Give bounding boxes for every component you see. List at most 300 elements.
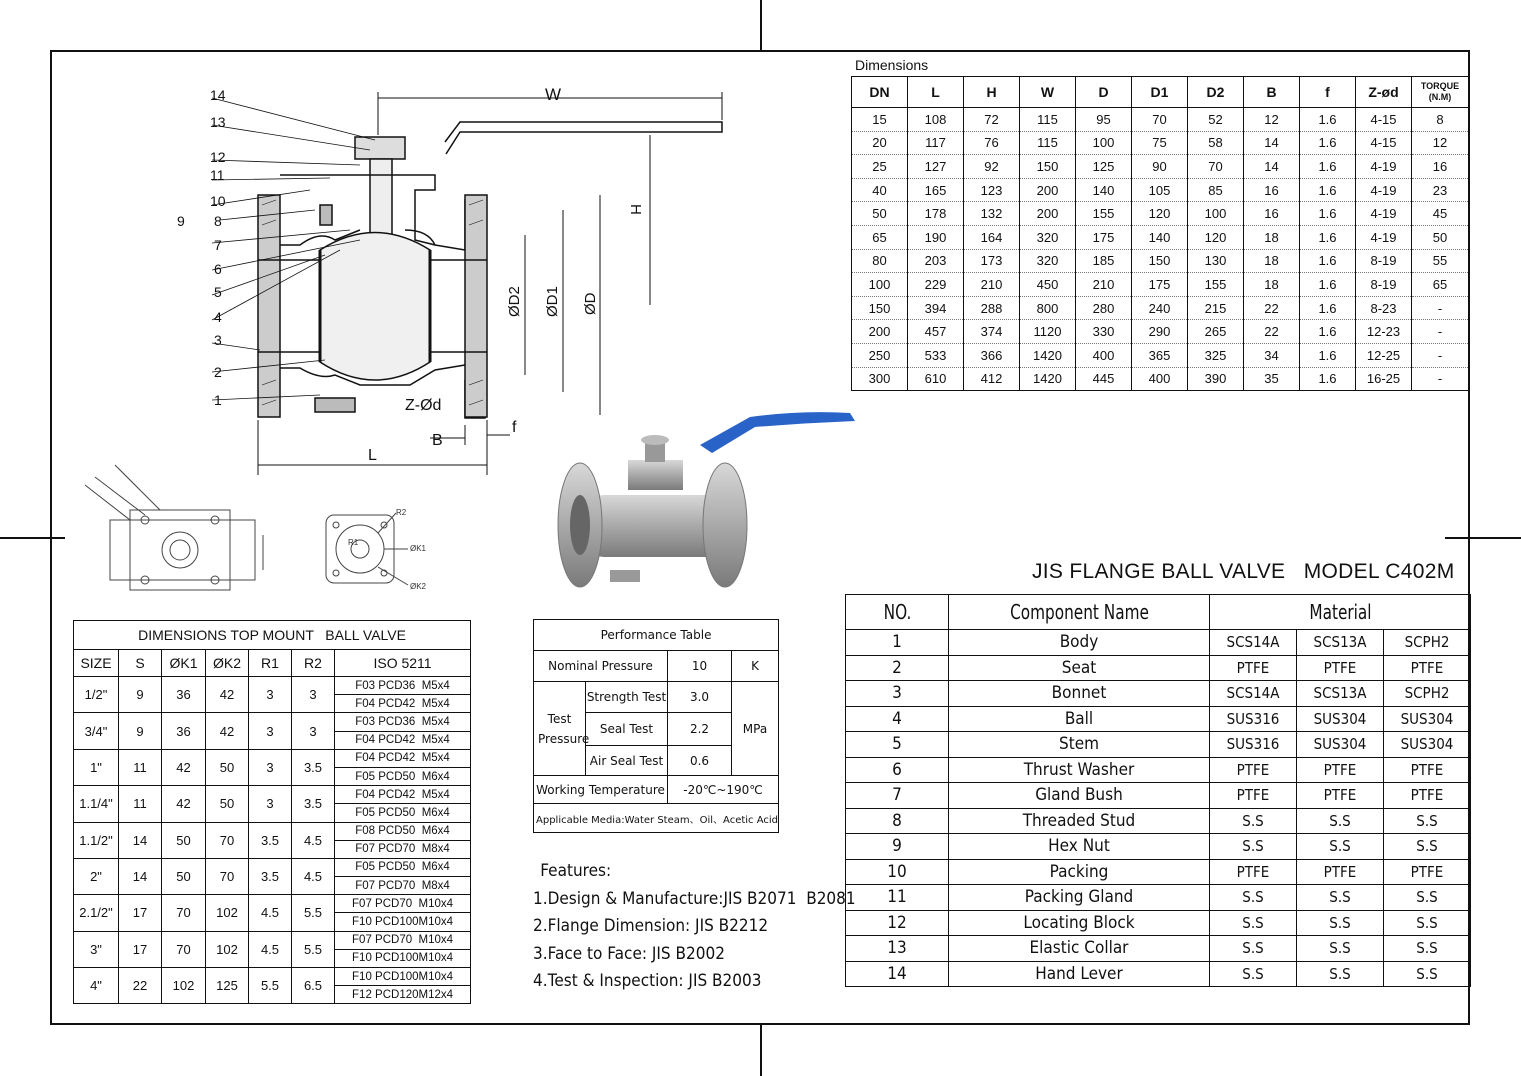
dimensions-cell: 1.6 xyxy=(1300,273,1356,297)
dimensions-cell: 12 xyxy=(1412,131,1469,155)
material-3: S.S xyxy=(1384,936,1471,962)
working-temperature-label: Working Temperature xyxy=(534,776,668,804)
dimensions-cell: 92 xyxy=(964,155,1020,179)
component-row xyxy=(846,757,1471,783)
dimensions-cell: 4-19 xyxy=(1356,225,1412,249)
top-mount-header-row xyxy=(74,650,471,677)
dimensions-cell: 210 xyxy=(1076,273,1132,297)
dimensions-cell: 175 xyxy=(1132,273,1188,297)
top-mount-row xyxy=(74,749,471,767)
dimensions-section xyxy=(851,57,1469,391)
dimensions-cell: 16 xyxy=(1244,202,1300,226)
dim-L-label: L xyxy=(368,447,377,464)
dimensions-cell: - xyxy=(1412,367,1469,391)
dimensions-cell: 18 xyxy=(1244,273,1300,297)
dimensions-cell: 240 xyxy=(1132,296,1188,320)
tm-cell-iso: F03 PCD36 M5x4 xyxy=(335,713,471,731)
tm-cell-r2: 4.5 xyxy=(292,822,335,858)
dimensions-cell: 72 xyxy=(964,108,1020,132)
R2-label: R2 xyxy=(396,508,407,517)
material-1: PTFE xyxy=(1210,757,1297,783)
tm-cell-k2: 102 xyxy=(206,931,249,967)
dimensions-cell: 85 xyxy=(1188,178,1244,202)
component-name: Ball xyxy=(949,706,1210,732)
component-number: 3 xyxy=(846,681,949,707)
tm-cell-k1: 50 xyxy=(162,858,206,894)
material-1: SUS316 xyxy=(1210,732,1297,758)
dimensions-cell: 34 xyxy=(1244,343,1300,367)
tm-cell-iso: F07 PCD70 M10x4 xyxy=(335,931,471,949)
tm-cell-k2: 50 xyxy=(206,749,249,785)
dim-header-W: W xyxy=(1020,77,1076,108)
dimensions-table xyxy=(851,76,1469,391)
tm-cell-s: 14 xyxy=(119,822,162,858)
dimensions-cell: 200 xyxy=(1020,178,1076,202)
dimensions-cell: 610 xyxy=(908,367,964,391)
dimensions-cell: 200 xyxy=(1020,202,1076,226)
seal-test-value: 2.2 xyxy=(668,713,732,746)
tm-cell-iso: F12 PCD120M12x4 xyxy=(335,986,471,1004)
strength-test-label: Strength Test xyxy=(586,682,668,713)
working-temperature-value: -20℃~190℃ xyxy=(668,776,779,804)
dimensions-cell: 155 xyxy=(1188,273,1244,297)
dimensions-cell: 12 xyxy=(1244,108,1300,132)
dimensions-cell: 290 xyxy=(1132,320,1188,344)
component-name: Seat xyxy=(949,655,1210,681)
top-mount-row xyxy=(74,895,471,913)
dim-W-label: W xyxy=(545,85,562,104)
dimensions-cell: - xyxy=(1412,296,1469,320)
top-mount-row xyxy=(74,713,471,731)
dim-D2-label: ØD2 xyxy=(506,286,523,317)
tm-cell-r1: 3 xyxy=(249,677,292,713)
dimensions-cell: 457 xyxy=(908,320,964,344)
dim-header-f: f xyxy=(1300,77,1356,108)
tm-cell-k2: 42 xyxy=(206,677,249,713)
dimensions-cell: 23 xyxy=(1412,178,1469,202)
ball-valve-product-image xyxy=(550,405,860,600)
material-1: S.S xyxy=(1210,961,1297,987)
material-1: PTFE xyxy=(1210,783,1297,809)
material-1: S.S xyxy=(1210,936,1297,962)
dimensions-cell: 20 xyxy=(852,131,908,155)
dimensions-cell: 25 xyxy=(852,155,908,179)
component-number: 5 xyxy=(846,732,949,758)
material-3: PTFE xyxy=(1384,655,1471,681)
component-row xyxy=(846,936,1471,962)
material-1: SUS316 xyxy=(1210,706,1297,732)
component-name: Locating Block xyxy=(949,910,1210,936)
dimensions-cell: 1.6 xyxy=(1300,249,1356,273)
part-label-2: 2 xyxy=(214,364,222,380)
material-2: S.S xyxy=(1297,910,1384,936)
dimensions-cell: 150 xyxy=(1020,155,1076,179)
feature-item: 4.Test & Inspection: JIS B2003 xyxy=(533,971,762,991)
tm-header-r1: R1 xyxy=(249,650,292,677)
dimensions-cell: 52 xyxy=(1188,108,1244,132)
top-mount-table xyxy=(73,620,471,1004)
material-2: SCS13A xyxy=(1297,681,1384,707)
material-3: S.S xyxy=(1384,834,1471,860)
feature-item: 2.Flange Dimension: JIS B2212 xyxy=(533,916,769,936)
dimensions-cell: 1.6 xyxy=(1300,108,1356,132)
tm-cell-k1: 36 xyxy=(162,677,206,713)
dimensions-cell: 80 xyxy=(852,249,908,273)
part-label-11: 11 xyxy=(210,167,225,183)
dimensions-cell: 22 xyxy=(1244,320,1300,344)
dimensions-cell: 1120 xyxy=(1020,320,1076,344)
component-name: Hand Lever xyxy=(949,961,1210,987)
tm-header-k1: ØK1 xyxy=(162,650,206,677)
dimensions-cell: 445 xyxy=(1076,367,1132,391)
tm-cell-r2: 6.5 xyxy=(292,968,335,1004)
dimensions-cell: 140 xyxy=(1132,225,1188,249)
dimensions-cell: 14 xyxy=(1244,155,1300,179)
dimensions-row xyxy=(852,131,1469,155)
component-number: 12 xyxy=(846,910,949,936)
tm-cell-size: 3" xyxy=(74,931,119,967)
part-label-5: 5 xyxy=(214,284,222,300)
material-1: SCS14A xyxy=(1210,630,1297,656)
component-number: 9 xyxy=(846,834,949,860)
dimensions-cell: 76 xyxy=(964,131,1020,155)
tm-cell-size: 3/4" xyxy=(74,713,119,749)
dimensions-cell: 400 xyxy=(1132,367,1188,391)
dim-B-label: B xyxy=(432,432,443,449)
dimensions-cell: 55 xyxy=(1412,249,1469,273)
torque-label: TORQUE xyxy=(1420,81,1460,91)
dimensions-cell: 173 xyxy=(964,249,1020,273)
tm-cell-iso: F07 PCD70 M8x4 xyxy=(335,840,471,858)
material-1: PTFE xyxy=(1210,859,1297,885)
material-1: S.S xyxy=(1210,808,1297,834)
dimensions-cell: 175 xyxy=(1076,225,1132,249)
dimensions-cell: 1.6 xyxy=(1300,367,1356,391)
tm-cell-r2: 5.5 xyxy=(292,931,335,967)
tm-header-k2: ØK2 xyxy=(206,650,249,677)
dimensions-cell: 190 xyxy=(908,225,964,249)
dimensions-cell: 1.6 xyxy=(1300,202,1356,226)
component-row xyxy=(846,732,1471,758)
material-3: PTFE xyxy=(1384,757,1471,783)
component-name: Body xyxy=(949,630,1210,656)
dimensions-cell: 108 xyxy=(908,108,964,132)
dimensions-cell: 14 xyxy=(1244,131,1300,155)
dimensions-cell: 120 xyxy=(1188,225,1244,249)
material-3: PTFE xyxy=(1384,783,1471,809)
tm-cell-s: 22 xyxy=(119,968,162,1004)
tm-cell-iso: F03 PCD36 M5x4 xyxy=(335,677,471,695)
tm-cell-size: 1.1/4" xyxy=(74,786,119,822)
tm-cell-s: 14 xyxy=(119,858,162,894)
tm-cell-size: 2.1/2" xyxy=(74,895,119,931)
material-2: SCS13A xyxy=(1297,630,1384,656)
dimensions-cell: 185 xyxy=(1076,249,1132,273)
tm-cell-iso: F04 PCD42 M5x4 xyxy=(335,695,471,713)
dimensions-row xyxy=(852,178,1469,202)
tm-cell-k2: 70 xyxy=(206,858,249,894)
dimensions-cell: 8-19 xyxy=(1356,273,1412,297)
component-number: 14 xyxy=(846,961,949,987)
tm-cell-size: 2" xyxy=(74,858,119,894)
dimensions-cell: 16 xyxy=(1244,178,1300,202)
component-name: Thrust Washer xyxy=(949,757,1210,783)
dimensions-cell: 366 xyxy=(964,343,1020,367)
top-mount-row xyxy=(74,822,471,840)
tm-cell-iso: F07 PCD70 M10x4 xyxy=(335,895,471,913)
component-number: 13 xyxy=(846,936,949,962)
tm-cell-iso: F10 PCD100M10x4 xyxy=(335,913,471,931)
test-pressure-unit: MPa xyxy=(732,682,779,776)
tm-cell-iso: F04 PCD42 M5x4 xyxy=(335,786,471,804)
tm-cell-s: 9 xyxy=(119,677,162,713)
tm-cell-k2: 102 xyxy=(206,895,249,931)
tm-cell-k2: 70 xyxy=(206,822,249,858)
dimensions-cell: 18 xyxy=(1244,249,1300,273)
material-3: S.S xyxy=(1384,961,1471,987)
component-row xyxy=(846,681,1471,707)
dim-header-torque xyxy=(1412,77,1469,108)
component-header-no: NO. xyxy=(853,595,941,630)
tm-cell-iso: F05 PCD50 M6x4 xyxy=(335,858,471,876)
dimensions-cell: 250 xyxy=(852,343,908,367)
dimensions-cell: 394 xyxy=(908,296,964,320)
material-2: SUS304 xyxy=(1297,706,1384,732)
dimensions-cell: 125 xyxy=(1076,155,1132,179)
dimensions-cell: 35 xyxy=(1244,367,1300,391)
component-row xyxy=(846,961,1471,987)
dimensions-cell: 800 xyxy=(1020,296,1076,320)
tm-cell-k1: 70 xyxy=(162,931,206,967)
tm-header-r2: R2 xyxy=(292,650,335,677)
dim-header-H: H xyxy=(964,77,1020,108)
applicable-media: Applicable Media:Water Steam、Oil、Acetic Acid xyxy=(534,804,779,833)
material-3: SCPH2 xyxy=(1384,681,1471,707)
dimensions-cell: 8-19 xyxy=(1356,249,1412,273)
material-1: S.S xyxy=(1210,885,1297,911)
tm-cell-k1: 42 xyxy=(162,786,206,822)
dimensions-cell: 200 xyxy=(852,320,908,344)
top-mount-row xyxy=(74,968,471,986)
dimensions-cell: 265 xyxy=(1188,320,1244,344)
dimensions-row xyxy=(852,343,1469,367)
tm-header-iso: ISO 5211 xyxy=(335,650,471,677)
tm-cell-r2: 3.5 xyxy=(292,749,335,785)
tm-cell-k1: 36 xyxy=(162,713,206,749)
dimensions-cell: 95 xyxy=(1076,108,1132,132)
tm-cell-size: 1/2" xyxy=(74,677,119,713)
component-name: Bonnet xyxy=(949,681,1210,707)
dimensions-cell: 8-23 xyxy=(1356,296,1412,320)
dim-f-label: f xyxy=(512,419,517,436)
component-name: Hex Nut xyxy=(949,834,1210,860)
dim-H-label: H xyxy=(627,204,644,215)
part-label-4: 4 xyxy=(214,309,222,325)
top-mount-row xyxy=(74,677,471,695)
material-3: S.S xyxy=(1384,808,1471,834)
part-label-1: 1 xyxy=(214,392,222,408)
dimensions-cell: 58 xyxy=(1188,131,1244,155)
dimensions-cell: 70 xyxy=(1132,108,1188,132)
dimensions-cell: 12-25 xyxy=(1356,343,1412,367)
strength-test-value: 3.0 xyxy=(668,682,732,713)
features-section xyxy=(533,858,856,996)
dim-header-Zd: Z-ød xyxy=(1356,77,1412,108)
tm-cell-r2: 5.5 xyxy=(292,895,335,931)
dimensions-cell: 203 xyxy=(908,249,964,273)
dimensions-cell: 320 xyxy=(1020,249,1076,273)
K1-label: ØK1 xyxy=(410,544,427,553)
dimensions-cell: 18 xyxy=(1244,225,1300,249)
dimensions-cell: 100 xyxy=(1188,202,1244,226)
dimensions-cell: 22 xyxy=(1244,296,1300,320)
dim-header-DN: DN xyxy=(852,77,908,108)
dim-header-D1: D1 xyxy=(1132,77,1188,108)
tm-cell-k1: 102 xyxy=(162,968,206,1004)
tm-cell-k2: 42 xyxy=(206,713,249,749)
dimensions-cell: 155 xyxy=(1076,202,1132,226)
dimensions-row xyxy=(852,202,1469,226)
feature-item: 1.Design & Manufacture:JIS B2071 B2081 xyxy=(533,888,856,909)
dimensions-cell: 140 xyxy=(1076,178,1132,202)
dimensions-cell: 215 xyxy=(1188,296,1244,320)
tm-cell-iso: F05 PCD50 M6x4 xyxy=(335,804,471,822)
tm-cell-r1: 4.5 xyxy=(249,931,292,967)
component-number: 4 xyxy=(846,706,949,732)
dimensions-cell: 45 xyxy=(1412,202,1469,226)
nominal-pressure-value: 10 xyxy=(668,651,732,682)
tm-cell-r1: 3 xyxy=(249,749,292,785)
air-seal-test-label: Air Seal Test xyxy=(586,746,668,776)
tm-cell-iso: F10 PCD100M10x4 xyxy=(335,968,471,986)
dimensions-cell: 100 xyxy=(1076,131,1132,155)
top-mount-isometric-drawing xyxy=(75,455,290,610)
tm-cell-iso: F07 PCD70 M8x4 xyxy=(335,877,471,895)
material-2: PTFE xyxy=(1297,757,1384,783)
dimensions-cell: 210 xyxy=(964,273,1020,297)
component-name: Elastic Collar xyxy=(949,936,1210,962)
component-header-row xyxy=(846,595,1471,630)
material-2: S.S xyxy=(1297,834,1384,860)
component-name: Packing Gland xyxy=(949,885,1210,911)
dimensions-cell: 390 xyxy=(1188,367,1244,391)
dimensions-cell: 132 xyxy=(964,202,1020,226)
crop-mark-right xyxy=(1445,537,1521,539)
component-number: 7 xyxy=(846,783,949,809)
dim-header-D2: D2 xyxy=(1188,77,1244,108)
dimensions-cell: 1.6 xyxy=(1300,225,1356,249)
dimensions-cell: 50 xyxy=(852,202,908,226)
torque-unit: (N.M) xyxy=(1428,92,1452,102)
dimensions-cell: 70 xyxy=(1188,155,1244,179)
material-2: S.S xyxy=(1297,936,1384,962)
tm-cell-iso: F04 PCD42 M5x4 xyxy=(335,731,471,749)
tm-cell-r2: 3.5 xyxy=(292,786,335,822)
tm-cell-s: 17 xyxy=(119,931,162,967)
part-label-12: 12 xyxy=(210,149,226,165)
material-2: PTFE xyxy=(1297,655,1384,681)
dimensions-cell: 4-19 xyxy=(1356,202,1412,226)
dimensions-row xyxy=(852,320,1469,344)
part-label-6: 6 xyxy=(214,261,222,277)
dimensions-row xyxy=(852,225,1469,249)
dimensions-cell: 1.6 xyxy=(1300,178,1356,202)
part-label-3: 3 xyxy=(214,332,222,348)
tm-cell-k1: 70 xyxy=(162,895,206,931)
material-1: S.S xyxy=(1210,834,1297,860)
dimensions-cell: 365 xyxy=(1132,343,1188,367)
dimensions-cell: 117 xyxy=(908,131,964,155)
dimensions-cell: 150 xyxy=(1132,249,1188,273)
component-row xyxy=(846,630,1471,656)
dimensions-cell: 105 xyxy=(1132,178,1188,202)
component-table-title: JIS FLANGE BALL VALVE MODEL C402M xyxy=(1032,560,1455,583)
material-1: SCS14A xyxy=(1210,681,1297,707)
component-row xyxy=(846,808,1471,834)
dimensions-cell: 165 xyxy=(908,178,964,202)
material-2: SUS304 xyxy=(1297,732,1384,758)
component-number: 2 xyxy=(846,655,949,681)
dimensions-cell: 4-19 xyxy=(1356,155,1412,179)
component-row xyxy=(846,910,1471,936)
dimensions-cell: 4-15 xyxy=(1356,131,1412,155)
tm-cell-k2: 50 xyxy=(206,786,249,822)
dimensions-cell: 150 xyxy=(852,296,908,320)
dimensions-cell: 1.6 xyxy=(1300,343,1356,367)
component-row xyxy=(846,655,1471,681)
tm-cell-r1: 3 xyxy=(249,713,292,749)
dimensions-cell: 450 xyxy=(1020,273,1076,297)
test-pressure-label: Test Pressure xyxy=(534,682,586,776)
dimensions-cell: 412 xyxy=(964,367,1020,391)
dimensions-cell: 229 xyxy=(908,273,964,297)
dimensions-cell: 8 xyxy=(1412,108,1469,132)
dimensions-row xyxy=(852,155,1469,179)
dimensions-cell: 130 xyxy=(1188,249,1244,273)
tm-cell-iso: F04 PCD42 M5x4 xyxy=(335,749,471,767)
seal-test-label: Seal Test xyxy=(586,713,668,746)
dimensions-cell: 16-25 xyxy=(1356,367,1412,391)
material-3: S.S xyxy=(1384,885,1471,911)
dim-D-label: ØD xyxy=(582,292,599,315)
part-label-13: 13 xyxy=(210,114,226,130)
crop-mark-left xyxy=(0,537,65,539)
tm-cell-r1: 5.5 xyxy=(249,968,292,1004)
dimensions-row xyxy=(852,273,1469,297)
tm-cell-s: 9 xyxy=(119,713,162,749)
features-title: Features: xyxy=(540,861,612,881)
material-1: PTFE xyxy=(1210,655,1297,681)
part-label-14: 14 xyxy=(210,87,226,103)
component-row xyxy=(846,783,1471,809)
dimensions-cell: 1.6 xyxy=(1300,155,1356,179)
material-3: PTFE xyxy=(1384,859,1471,885)
dim-header-L: L xyxy=(908,77,964,108)
tm-cell-iso: F08 PCD50 M6x4 xyxy=(335,822,471,840)
part-label-7: 7 xyxy=(214,237,222,253)
dimensions-header-row xyxy=(852,77,1469,108)
top-mount-caption: DIMENSIONS TOP MOUNT BALL VALVE xyxy=(74,621,471,650)
dimensions-cell: 330 xyxy=(1076,320,1132,344)
dimensions-caption: Dimensions xyxy=(855,57,929,73)
air-seal-test-value: 0.6 xyxy=(668,746,732,776)
dimensions-cell: 120 xyxy=(1132,202,1188,226)
dimensions-cell: - xyxy=(1412,320,1469,344)
material-1: S.S xyxy=(1210,910,1297,936)
material-2: S.S xyxy=(1297,885,1384,911)
tm-cell-r2: 4.5 xyxy=(292,858,335,894)
nominal-pressure-unit: K xyxy=(732,651,779,682)
